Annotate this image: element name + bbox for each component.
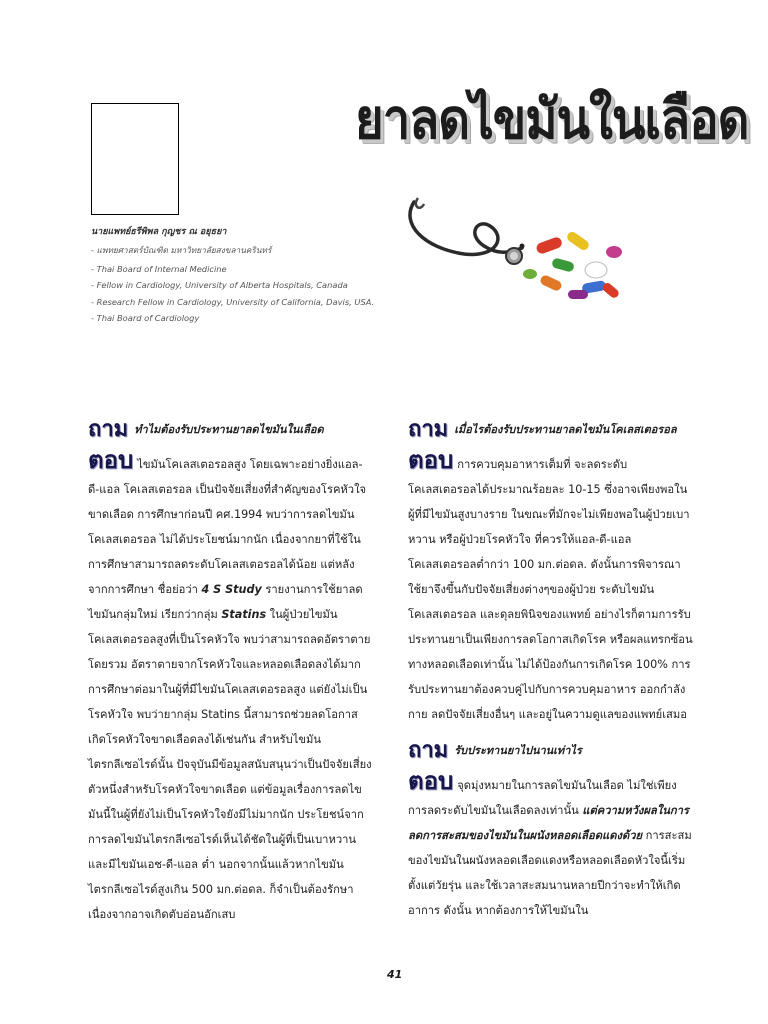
question-row xyxy=(408,412,693,440)
right-column xyxy=(408,412,693,923)
author-credential: - Research Fellow in Cardiology, University of California, Davis, USA. xyxy=(91,296,375,307)
answer-label: ตอบ xyxy=(408,445,454,474)
stethoscope-and-pills-illustration xyxy=(406,190,626,308)
answer-label: ตอบ xyxy=(408,766,454,795)
left-column xyxy=(88,412,373,927)
question-label: ถาม xyxy=(408,416,449,442)
answer-text: ไขมันโคเลสเตอรอลสูง โดยเฉพาะอย่างยิ่งแอล-ดี-แอล โคเลสเตอรอล เป็นปัจจัยเสี่ยงที่สำคัญของโรคหัวใจขาดเลือด การศึกษาก่อนปี คศ.1994 พบว่าการลดไขมันโคเลสเตอรอล ไม่ได้ประโยชน์มากนัก เนื่องจากยาที่ใช้ในการศึกษาสามารถลดระดับโคเลสเตอรอลได้น้อย แต่หลังจากการศึกษา ชื่อย่อว่า xyxy=(88,458,367,596)
answer-text: การสะสมของไขมันในผนังหลอดเลือดแดงหรือหลอดเลือดหัวใจนี้เริ่มตั้งแต่วัยรุ่น และใช้เวลาสะสมนานหลายปีกว่าจะทำให้เกิดอาการ ดังนั้น หากต้องการให้ไขมันใน xyxy=(408,829,692,917)
stethoscope-tube-icon xyxy=(410,202,522,254)
answer-emphasis: แต่ความหวังผลในการลดการสะสมของไขมันในผนังหลอดเลือดแดงด้วย xyxy=(408,804,689,842)
question-label: ถาม xyxy=(88,416,129,442)
author-credential: - Thai Board of Cardiology xyxy=(91,313,200,323)
answer-text: รายงานการใช้ยาลดไขมันกลุ่มใหม่ เรียกว่ากลุ่ม xyxy=(88,583,363,621)
author-credential: - แพทยศาสตร์บัณฑิต มหาวิทยาลัยสงขลานครินทร์ xyxy=(91,245,272,255)
author-credential: - Fellow in Cardiology, University of Alberta Hospitals, Canada xyxy=(91,280,348,290)
answer-text: การควบคุมอาหารเต็มที่ จะลดระดับโคเลสเตอรอลได้ประมาณร้อยละ 10-15 ซึ่งอาจเพียงพอในผู้ที่มีไขมันสูงบางราย ในขณะที่มักจะไม่เพียงพอในผู้ป่วยเบาหวาน หรือผู้ป่วยโรคหัวใจ ที่ควรให้แอล-ดี-แอล โคเลสเตอรอลต่ำกว่า 100 มก.ต่อดล. ดังนั้นการพิจารณาใช้ยาจึงขึ้นกับปัจจัยเสี่ยงต่างๆของผู้ป่วย ระดับไขมันโคเลสเตอรอล และดุลยพินิจของแพทย์ อย่างไรก็ตามการรับประทานยาเป็นเพียงการลดโอกาสเกิดโรค หรือผลแทรกซ้อนทางหลอดเลือดเท่านั้น ไม่ได้ป้องกันการเกิดโรค 100% การรับประทานยาต้องควบคู่ไปกับการควบคุมอาหาร ออกกำลังกาย ลดปัจจัยเสี่ยงอื่นๆ และอยู่ในความดูแลของแพทย์เสมอ xyxy=(408,458,693,721)
pills-icon xyxy=(523,230,622,300)
question-text: ทำไมต้องรับประทานยาลดไขมันในเลือด xyxy=(134,423,324,436)
author-name: นายแพทย์ธรีพิพล กุญชร ณ อยุธยา xyxy=(91,227,227,237)
question-row xyxy=(88,412,373,440)
answer-text: ในผู้ป่วยไขมันโคเลสเตอรอลสูงที่เป็นโรคหัวใจ พบว่าสามารถลดอัตราตายโดยรวม อัตราตายจากโรคหัวใจและหลอดเลือดลงได้มาก การศึกษาต่อมาในผู้ที่มีไขมันโคเลสเตอรอลสูง แต่ยังไม่เป็นโรคหัวใจ พบว่ายากลุ่ม Statins นี้สามารถช่วยลดโอกาสเกิดโรคหัวใจขาดเลือดลงได้เช่นกัน สำหรับไขมันไตรกลีเซอไรด์นั้น ปัจจุบันมีข้อมูลสนับสนุนว่าเป็นปัจจัยเสี่ยงตัวหนึ่งสำหรับโรคหัวใจขาดเลือด แต่ข้อมูลเรื่องการลดไขมันนี้ในผู้ที่ยังไม่เป็นโรคหัวใจยังมีไม่มากนัก ประโยชน์จากการลดไขมันไตรกลีเซอไรด์เห็นได้ชัดในผู้ที่เป็นเบาหวาน และมีไขมันเอช-ดี-แอล ต่ำ นอกจากนั้นแล้วหากไขมันไตรกลีเซอไรด์สูงเกิน 500 มก.ต่อดล. ก็จำเป็นต้องรักษาเนื่องจากอาจเกิดตับอ่อนอักเสบ xyxy=(88,608,372,921)
author-photo-frame xyxy=(91,103,179,215)
answer-label: ตอบ xyxy=(88,445,134,474)
drug-class-name: Statins xyxy=(221,608,267,621)
question-text: รับประทานยาไปนานเท่าไร xyxy=(454,744,582,757)
study-name: 4 S Study xyxy=(201,583,262,596)
question-label: ถาม xyxy=(408,737,449,763)
author-block xyxy=(91,224,411,330)
answer-paragraph xyxy=(408,766,693,923)
question-row xyxy=(408,733,693,761)
answer-text: จุดมุ่งหมายในการลดไขมันในเลือด ไม่ใช่เพียงการลดระดับไขมันในเลือดลงเท่านั้น xyxy=(408,779,677,817)
answer-paragraph xyxy=(408,445,693,727)
page-number: 41 xyxy=(387,968,403,981)
page-title: ยาลดไขมันในเลือด xyxy=(355,86,749,152)
question-text: เมื่อไรต้องรับประทานยาลดไขมันโคเลสเตอรอล xyxy=(454,423,677,436)
answer-paragraph xyxy=(88,445,373,927)
author-credential: - Thai Board of Internal Medicine xyxy=(91,263,227,274)
